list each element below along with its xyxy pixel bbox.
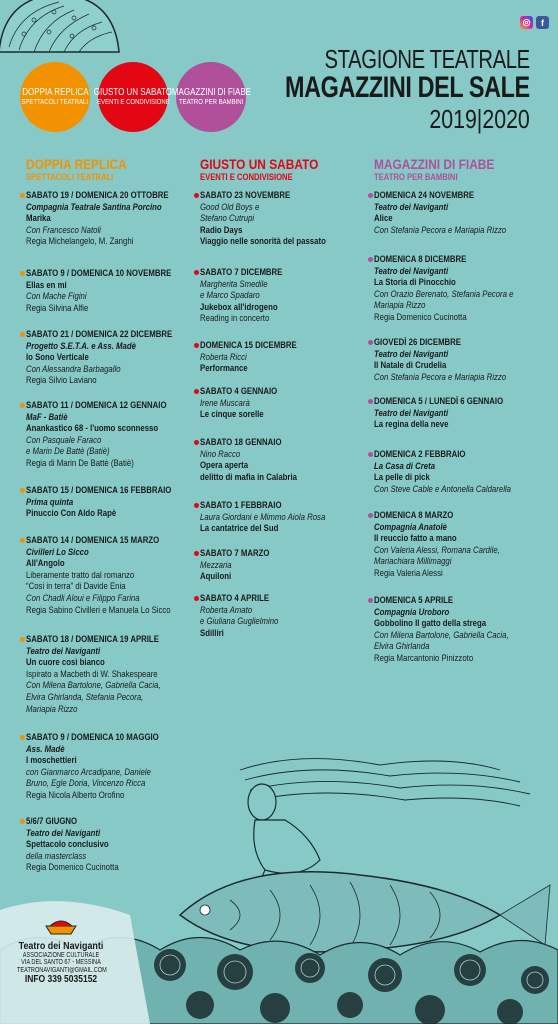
event-date: DOMENICA 5 / LUNEDÌ 6 GENNAIO — [374, 396, 504, 407]
event-title: Jukebox all'idrogeno — [200, 301, 278, 313]
bullet-dot — [20, 403, 25, 408]
event-cast: con Gianmarco Arcadipane, Daniele — [26, 766, 151, 778]
column-subheading: EVENTI E CONDIVISIONE — [200, 172, 293, 182]
event-company: Civilleri Lo Sicco — [26, 546, 89, 558]
event-entry — [194, 548, 374, 583]
logo-address: VIA DEL SANTO 67 - MESSINA — [21, 959, 101, 967]
event-detail: Reading in concerto — [200, 313, 270, 325]
event-entry — [20, 190, 200, 248]
event-entry — [368, 510, 548, 580]
event-detail: “Cosi in terra” di Davide Enia — [26, 581, 126, 593]
event-cast: Nino Racco — [200, 448, 241, 460]
event-date: SABATO 14 / DOMENICA 15 MARZO — [26, 535, 160, 546]
event-cast: e Marco Spadaro — [200, 290, 260, 302]
title-line-1: STAGIONE TEATRALE — [324, 44, 530, 74]
event-title: Pinuccio Con Aldo Rapè — [26, 508, 117, 520]
bullet-dot — [194, 193, 199, 198]
bullet-dot — [20, 637, 25, 642]
event-detail: Regia Marcantonio Pinizzoto — [374, 652, 474, 664]
event-company: Teatro dei Naviganti — [26, 827, 101, 839]
event-entry — [20, 485, 200, 520]
event-entry — [368, 449, 548, 495]
social-icons — [520, 16, 549, 29]
event-date: SABATO 23 NOVEMBRE — [200, 190, 291, 201]
event-title: Anankastico 68 - l'uomo sconnesso — [26, 423, 159, 435]
event-cast: e Giuliana Guglielmino — [200, 616, 279, 628]
event-date: SABATO 9 / DOMENICA 10 NOVEMBRE — [26, 268, 172, 279]
event-date: DOMENICA 2 FEBBRAIO — [374, 449, 466, 460]
event-company: Teatro dei Naviganti — [374, 348, 449, 360]
logo-association: ASSOCIAZIONE CULTURALE — [22, 951, 100, 959]
event-company: Teatro dei Naviganti — [374, 265, 449, 277]
event-entry — [368, 254, 548, 324]
bullet-dot — [194, 551, 199, 556]
column-magazzini-di-fiabe — [374, 156, 552, 664]
event-cast: Good Old Boys e — [200, 201, 260, 213]
event-cast: Con Orazio Berenato, Stefania Pecora e — [374, 288, 514, 300]
bullet-dot — [368, 257, 373, 262]
event-detail: Regia Silvina Alfie — [26, 302, 89, 314]
event-cast: Con Steve Cable e Antonella Caldarella — [374, 483, 511, 495]
event-company: Prima quinta — [26, 496, 74, 508]
event-title: La cantatrice del Sud — [200, 523, 279, 535]
event-title: La regina della neve — [374, 419, 449, 431]
event-title: Viaggio nelle sonorità del passato — [200, 236, 326, 248]
event-date: SABATO 4 APRILE — [200, 593, 270, 604]
event-entry — [194, 340, 374, 375]
event-detail: Regia Sabino Civilleri e Manuela Lo Sicco — [26, 604, 171, 616]
bullet-dot — [368, 598, 373, 603]
event-entry — [368, 337, 548, 383]
event-entry — [20, 268, 200, 314]
event-date: GIOVEDÌ 26 DICEMBRE — [374, 337, 462, 348]
boat-logo-icon — [44, 916, 78, 936]
event-entry — [194, 267, 374, 325]
event-cast: Mezzaria — [200, 559, 232, 571]
title-season: 2019|2020 — [429, 104, 530, 134]
bullet-dot — [368, 193, 373, 198]
event-company: MaF - Batiè — [26, 411, 68, 423]
event-date: SABATO 7 MARZO — [200, 548, 270, 559]
bullet-dot — [20, 488, 25, 493]
event-detail: Ispirato a Macbeth di W. Shakespeare — [26, 668, 158, 680]
bullet-dot — [368, 340, 373, 345]
event-entry — [194, 190, 374, 248]
event-date: SABATO 15 / DOMENICA 16 FEBBRAIO — [26, 485, 172, 496]
title-line-2: MAGAZZINI DEL SALE — [285, 71, 530, 104]
event-detail: Regia Valeria Alessi — [374, 567, 443, 579]
event-title: Gobbolino Il gatto della strega — [374, 618, 487, 630]
event-date: SABATO 11 / DOMENICA 12 GENNAIO — [26, 400, 167, 411]
event-detail: Regia Michelangelo, M. Zanghi — [26, 236, 134, 248]
event-date: SABATO 21 / DOMENICA 22 DICEMBRE — [26, 329, 173, 340]
event-cast: Roberta Ricci — [200, 351, 247, 363]
event-cast: Elvira Ghirlanda — [374, 641, 430, 653]
event-entry — [20, 634, 200, 715]
event-cast: Mariachiara Millimaggi — [374, 556, 452, 568]
event-detail: Regia di Marin De Battè (Batiè) — [26, 457, 134, 469]
column-heading: DOPPIA REPLICA — [26, 156, 127, 172]
logo-phone[interactable]: INFO 339 5035152 — [24, 973, 98, 985]
teatro-dei-naviganti-logo — [6, 916, 116, 985]
event-cast: Con Valeria Alessi, Romana Cardile, — [374, 544, 500, 556]
event-cast: Mariapia Rizzo — [26, 703, 78, 715]
bullet-dot — [368, 513, 373, 518]
column-doppia-replica — [26, 156, 196, 874]
event-cast: Con Chadli Aloui e Filippo Farina — [26, 592, 140, 604]
event-cast: Elvira Ghirlanda, Stefania Pecora, — [26, 691, 144, 703]
event-cast: Margherita Smedile — [200, 278, 268, 290]
bullet-dot — [194, 440, 199, 445]
event-company: Teatro dei Naviganti — [374, 201, 449, 213]
bullet-dot — [20, 538, 25, 543]
event-title: La pelle di pick — [374, 472, 430, 484]
event-title: All'Angolo — [26, 558, 65, 570]
bullet-dot — [368, 452, 373, 457]
logo-name: Teatro dei Naviganti — [18, 939, 104, 952]
event-date: SABATO 1 FEBBRAIO — [200, 500, 282, 511]
event-entry — [368, 595, 548, 665]
event-entry — [194, 593, 374, 639]
event-cast: Con Stefania Pecora e Mariapia Rizzo — [374, 371, 507, 383]
event-title: Marika — [26, 213, 51, 225]
badge-magazzini-di-fiabe: MAGAZZINI DI FIABE TEATRO PER BAMBINI — [176, 62, 246, 132]
column-giusto-un-sabato — [200, 156, 370, 639]
event-title: La Storia di Pinocchio — [374, 277, 456, 289]
event-cast: Con Milena Bartolone, Gabriella Cacia, — [26, 680, 161, 692]
sea-urchin-illustration — [0, 0, 124, 72]
event-title: delitto di mafia in Calabria — [200, 471, 297, 483]
event-date: SABATO 7 DICEMBRE — [200, 267, 283, 278]
event-entry — [368, 396, 548, 431]
event-entry — [194, 437, 374, 483]
bullet-dot — [20, 193, 25, 198]
event-title: I moschettieri — [26, 755, 77, 767]
event-title: Io Sono Verticale — [26, 352, 89, 364]
bullet-dot — [194, 270, 199, 275]
bullet-dot — [20, 332, 25, 337]
event-detail: Regia Silvio Laviano — [26, 375, 97, 387]
bullet-dot — [194, 389, 199, 394]
event-cast: Con Alessandra Barbagallo — [26, 363, 121, 375]
event-cast: Irene Muscarà — [200, 397, 250, 409]
event-cast: Con Mache Figini — [26, 291, 87, 303]
event-entry — [194, 500, 374, 535]
logo-email[interactable]: TEATRONAVIGANTI@GMAIL.COM — [17, 966, 107, 974]
event-entry — [20, 400, 200, 470]
event-date: SABATO 18 GENNAIO — [200, 437, 282, 448]
event-detail: Regia Domenico Cucinotta — [26, 862, 119, 874]
event-title: Il Natale di Crudelia — [374, 360, 447, 372]
event-cast: Con Pasquale Faraco — [26, 434, 102, 446]
event-date: DOMENICA 15 DICEMBRE — [200, 340, 297, 351]
event-detail: Liberamente tratto dal romanzo — [26, 569, 135, 581]
event-title: Aquiloni — [200, 571, 232, 583]
event-date: DOMENICA 5 APRILE — [374, 595, 454, 606]
event-company: Compagnia Anatolè — [374, 521, 447, 533]
event-detail: Regia Nicola Alberto Orofino — [26, 789, 125, 801]
event-title: Le cinque sorelle — [200, 409, 264, 421]
event-entry — [194, 386, 374, 421]
event-date: DOMENICA 24 NOVEMBRE — [374, 190, 475, 201]
event-date: SABATO 19 / DOMENICA 20 OTTOBRE — [26, 190, 169, 201]
column-subheading: SPETTACOLI TEATRALI — [26, 172, 114, 182]
event-entry — [20, 329, 200, 387]
event-title: Un cuore così bianco — [26, 657, 105, 669]
event-title: Performance — [200, 363, 248, 375]
event-detail: Regia Domenico Cucinotta — [374, 311, 467, 323]
badge-doppia-replica: DOPPIA REPLICA SPETTACOLI TEATRALI — [20, 62, 90, 132]
instagram-icon[interactable]: ◎ — [520, 16, 533, 29]
event-cast: Stefano Cutrupi — [200, 213, 255, 225]
event-company: La Casa di Creta — [374, 460, 436, 472]
event-cast: Mariapia Rizzo — [374, 300, 426, 312]
event-cast: Con Stefania Pecora e Mariapia Rizzo — [374, 224, 507, 236]
bullet-dot — [194, 596, 199, 601]
event-title: Sdilliri — [200, 627, 224, 639]
poster-title — [216, 46, 530, 132]
event-cast: della masterclass — [26, 850, 87, 862]
bullet-dot — [20, 271, 25, 276]
event-date: SABATO 18 / DOMENICA 19 APRILE — [26, 634, 159, 645]
event-date: DOMENICA 8 DICEMBRE — [374, 254, 467, 265]
bullet-dot — [368, 399, 373, 404]
event-title: Radio Days — [200, 224, 243, 236]
column-subheading: TEATRO PER BAMBINI — [374, 172, 458, 182]
event-date: SABATO 4 GENNAIO — [200, 386, 278, 397]
event-company: Teatro dei Naviganti — [26, 645, 101, 657]
event-company: Compagnia Uroboro — [374, 606, 450, 618]
event-title: Alice — [374, 213, 393, 225]
bullet-dot — [194, 503, 199, 508]
event-cast: Con Francesco Natoli — [26, 224, 101, 236]
column-heading: MAGAZZINI DI FIABE — [374, 156, 495, 172]
bullet-dot — [194, 343, 199, 348]
event-company: Compagnia Teatrale Santina Porcino — [26, 201, 162, 213]
event-cast: Bruno, Egle Doria, Vincenzo Ricca — [26, 778, 146, 790]
event-cast: Con Milena Bartolone, Gabriella Cacia, — [374, 629, 509, 641]
event-title: Ellas en mi — [26, 279, 67, 291]
event-date: 5/6/7 GIUGNO — [26, 816, 78, 827]
event-title: Opera aperta — [200, 460, 249, 472]
event-company: Progetto S.E.T.A. e Ass. Madè — [26, 340, 136, 352]
event-entry — [368, 190, 548, 236]
event-cast: Roberta Amato — [200, 604, 253, 616]
event-company: Ass. Madè — [26, 743, 65, 755]
event-company: Teatro dei Naviganti — [374, 407, 449, 419]
event-title: Spettacolo conclusivo — [26, 839, 109, 851]
event-date: SABATO 9 / DOMENICA 10 MAGGIO — [26, 732, 159, 743]
facebook-icon[interactable]: f — [536, 16, 549, 29]
event-entry — [20, 535, 200, 616]
event-cast: Laura Giordani e Mimmo Aiola Rosa — [200, 511, 326, 523]
column-heading: GIUSTO UN SABATO — [200, 156, 319, 172]
badge-giusto-un-sabato: GIUSTO UN SABATO EVENTI E CONDIVISIONE — [98, 62, 168, 132]
event-title: Il reuccio fatto a mano — [374, 533, 457, 545]
event-cast: e Marin De Battè (Batiè) — [26, 446, 110, 458]
event-date: DOMENICA 8 MARZO — [374, 510, 454, 521]
